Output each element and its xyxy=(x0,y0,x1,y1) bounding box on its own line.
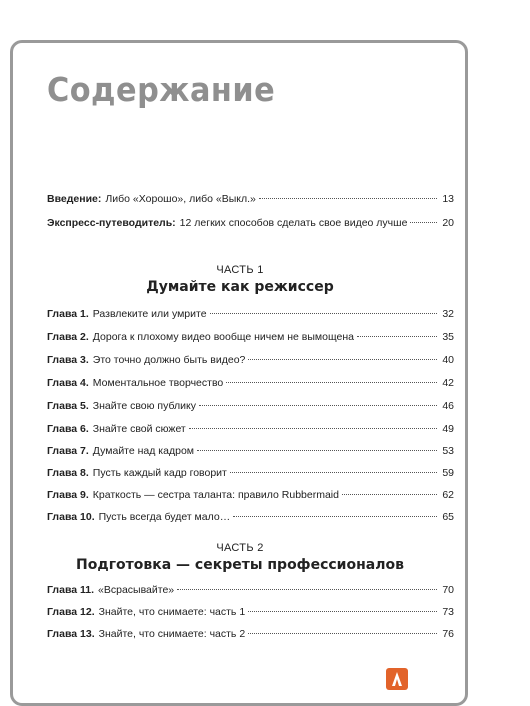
toc-entry-chapter[interactable] xyxy=(47,353,454,367)
entry-label: Введение: xyxy=(47,193,102,205)
entry-title: Либо «Хорошо», либо «Выкл.» xyxy=(105,193,256,205)
toc-entry-express-guide[interactable] xyxy=(47,216,454,230)
entry-title: Знайте, что снимаете: часть 1 xyxy=(98,606,246,618)
entry-page: 35 xyxy=(442,331,454,343)
entry-page: 62 xyxy=(442,489,454,501)
part-title: Думайте как режиссер xyxy=(146,279,334,295)
toc-entry-chapter[interactable] xyxy=(47,422,454,436)
entry-page: 76 xyxy=(442,628,454,640)
entry-page: 42 xyxy=(442,377,454,389)
leader-dots xyxy=(230,471,437,473)
entry-label: Экспресс-путеводитель: xyxy=(47,217,176,229)
entry-title: 12 легких способов сделать свое видео лучше xyxy=(179,217,408,229)
entry-label: Глава 5. xyxy=(47,400,89,412)
leader-dots xyxy=(210,312,437,314)
entry-label: Глава 12. xyxy=(47,606,95,618)
leader-dots xyxy=(357,335,437,337)
entry-title: Краткость — сестра таланта: правило Rubbermaid xyxy=(92,489,339,501)
entry-title: Знайте свою публику xyxy=(92,400,196,412)
entry-label: Глава 10. xyxy=(47,511,95,523)
leader-dots xyxy=(248,610,437,612)
entry-title: Пусть каждый кадр говорит xyxy=(92,467,227,479)
toc-entry-chapter[interactable] xyxy=(47,627,454,641)
entry-title: Моментальное творчество xyxy=(92,377,224,389)
leader-dots xyxy=(233,515,437,517)
leader-dots xyxy=(199,404,437,406)
entry-label: Глава 2. xyxy=(47,331,89,343)
toc-entry-intro[interactable] xyxy=(47,192,454,206)
leader-dots xyxy=(189,427,437,429)
page-title: Содержание xyxy=(47,70,276,109)
toc-entry-chapter[interactable] xyxy=(47,330,454,344)
entry-page: 73 xyxy=(442,606,454,618)
entry-label: Глава 9. xyxy=(47,489,89,501)
toc-entry-chapter[interactable] xyxy=(47,376,454,390)
entry-page: 53 xyxy=(442,445,454,457)
toc-entry-chapter[interactable] xyxy=(47,605,454,619)
entry-title: Знайте, что снимаете: часть 2 xyxy=(98,628,246,640)
toc-entry-chapter[interactable] xyxy=(47,510,454,524)
entry-title: Развлеките или умрите xyxy=(92,308,207,320)
entry-page: 32 xyxy=(442,308,454,320)
entry-page: 20 xyxy=(442,217,454,229)
entry-page: 40 xyxy=(442,354,454,366)
entry-page: 13 xyxy=(442,193,454,205)
entry-label: Глава 1. xyxy=(47,308,89,320)
entry-title: Это точно должно быть видео? xyxy=(92,354,246,366)
toc-entry-chapter[interactable] xyxy=(47,444,454,458)
toc-entry-chapter[interactable] xyxy=(47,466,454,480)
publisher-logo-icon xyxy=(386,668,408,690)
leader-dots xyxy=(248,632,437,634)
entry-label: Глава 11. xyxy=(47,584,95,596)
entry-page: 49 xyxy=(442,423,454,435)
entry-title: Дорога к плохому видео вообще ничем не вымощена xyxy=(92,331,354,343)
toc-entry-chapter[interactable] xyxy=(47,583,454,597)
leader-dots xyxy=(259,197,437,199)
leader-dots xyxy=(248,358,437,360)
leader-dots xyxy=(177,588,437,590)
toc-entry-chapter[interactable] xyxy=(47,399,454,413)
entry-page: 59 xyxy=(442,467,454,479)
entry-page: 70 xyxy=(442,584,454,596)
entry-label: Глава 8. xyxy=(47,467,89,479)
leader-dots xyxy=(342,493,437,495)
leader-dots xyxy=(410,221,437,223)
leader-dots xyxy=(197,449,437,451)
entry-title: «Всрасывайте» xyxy=(98,584,175,596)
entry-label: Глава 4. xyxy=(47,377,89,389)
entry-page: 46 xyxy=(442,400,454,412)
entry-label: Глава 7. xyxy=(47,445,89,457)
entry-page: 65 xyxy=(442,511,454,523)
toc-entry-chapter[interactable] xyxy=(47,488,454,502)
part-number: ЧАСТЬ 2 xyxy=(216,542,264,554)
entry-label: Глава 6. xyxy=(47,423,89,435)
part-title: Подготовка — секреты профессионалов xyxy=(76,557,404,573)
leader-dots xyxy=(226,381,437,383)
entry-label: Глава 3. xyxy=(47,354,89,366)
part-number: ЧАСТЬ 1 xyxy=(216,264,264,276)
entry-title: Пусть всегда будет мало… xyxy=(98,511,231,523)
publisher-logo-glyph-icon xyxy=(390,671,404,687)
entry-title: Думайте над кадром xyxy=(92,445,194,457)
entry-title: Знайте свой сюжет xyxy=(92,423,186,435)
entry-label: Глава 13. xyxy=(47,628,95,640)
toc-entry-chapter[interactable] xyxy=(47,307,454,321)
